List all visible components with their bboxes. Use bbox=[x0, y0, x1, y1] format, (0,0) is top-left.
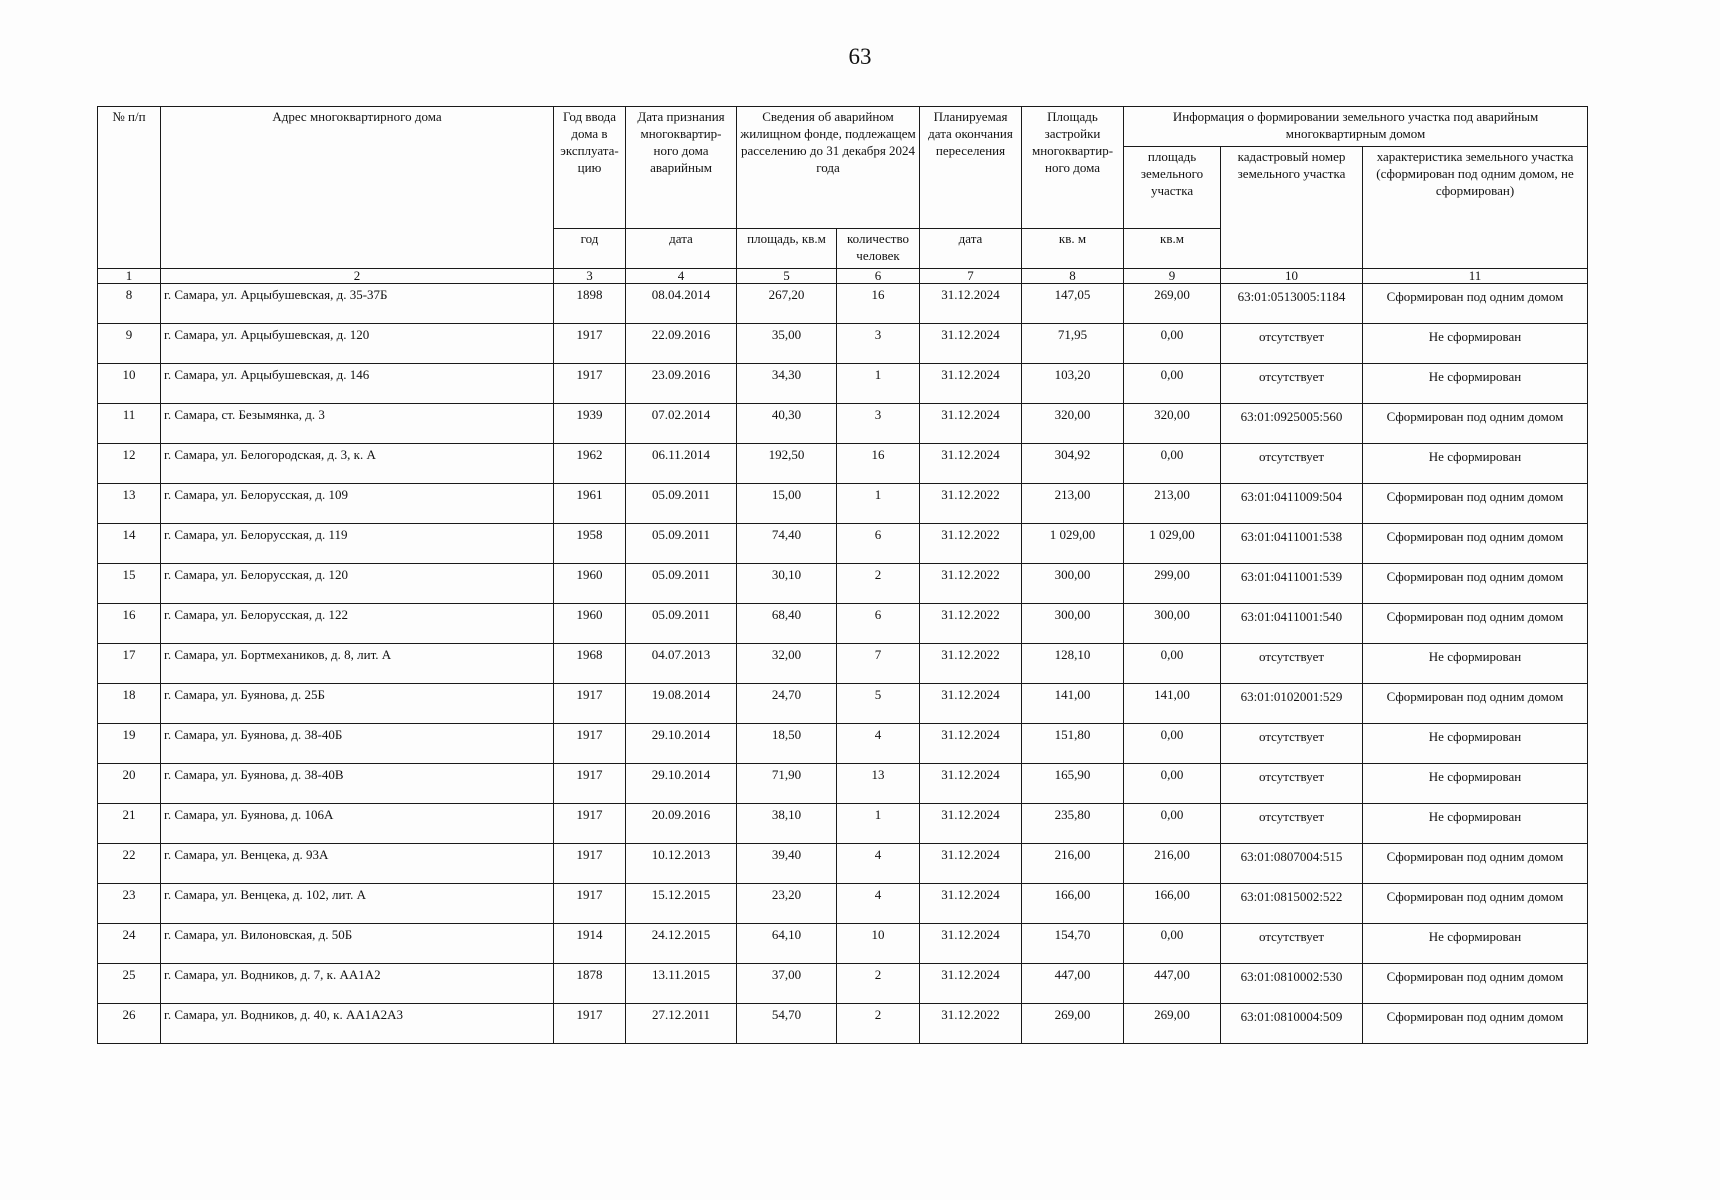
unit-plan-date: дата bbox=[920, 229, 1022, 269]
planned-date-cell: 31.12.2024 bbox=[920, 884, 1022, 924]
people-count-cell: 2 bbox=[837, 564, 920, 604]
emergency-area-cell: 38,10 bbox=[737, 804, 837, 844]
emergency-area-cell: 71,90 bbox=[737, 764, 837, 804]
land-characteristic-cell: Сформирован под одним домом bbox=[1363, 604, 1588, 644]
header-building-area: Площадь застройки многоквартир- ного дома bbox=[1022, 107, 1124, 229]
emergency-area-cell: 30,10 bbox=[737, 564, 837, 604]
building-area-cell: 141,00 bbox=[1022, 684, 1124, 724]
emergency-area-cell: 34,30 bbox=[737, 364, 837, 404]
header-planned-date: Планируемая дата окончания переселения bbox=[920, 107, 1022, 229]
building-area-cell: 165,90 bbox=[1022, 764, 1124, 804]
emergency-area-cell: 18,50 bbox=[737, 724, 837, 764]
building-area-cell: 166,00 bbox=[1022, 884, 1124, 924]
page-number: 63 bbox=[848, 44, 872, 69]
recognition-date-cell: 05.09.2011 bbox=[626, 604, 737, 644]
column-number: 4 bbox=[626, 269, 737, 284]
column-number: 7 bbox=[920, 269, 1022, 284]
cadastral-number-cell: отсутствует bbox=[1221, 764, 1363, 804]
people-count-cell: 7 bbox=[837, 644, 920, 684]
planned-date-cell: 31.12.2024 bbox=[920, 924, 1022, 964]
recognition-date-cell: 23.09.2016 bbox=[626, 364, 737, 404]
land-area-cell: 213,00 bbox=[1124, 484, 1221, 524]
year-cell: 1961 bbox=[554, 484, 626, 524]
header-land-info: Информация о формировании земельного участка под аварийным многоквартирным домом bbox=[1124, 107, 1588, 147]
year-cell: 1917 bbox=[554, 1004, 626, 1044]
building-area-cell: 147,05 bbox=[1022, 284, 1124, 324]
emergency-area-cell: 23,20 bbox=[737, 884, 837, 924]
address-cell: г. Самара, ул. Белорусская, д. 119 bbox=[161, 524, 554, 564]
column-number: 8 bbox=[1022, 269, 1124, 284]
row-number: 10 bbox=[98, 364, 161, 404]
table-row bbox=[98, 484, 1588, 524]
column-number-row bbox=[98, 269, 1588, 284]
land-area-cell: 0,00 bbox=[1124, 724, 1221, 764]
year-cell: 1878 bbox=[554, 964, 626, 1004]
row-number: 18 bbox=[98, 684, 161, 724]
column-number: 10 bbox=[1221, 269, 1363, 284]
land-area-cell: 0,00 bbox=[1124, 764, 1221, 804]
land-area-cell: 300,00 bbox=[1124, 604, 1221, 644]
column-number: 9 bbox=[1124, 269, 1221, 284]
building-area-cell: 1 029,00 bbox=[1022, 524, 1124, 564]
year-cell: 1958 bbox=[554, 524, 626, 564]
address-cell: г. Самара, ул. Венцека, д. 93А bbox=[161, 844, 554, 884]
land-characteristic-cell: Сформирован под одним домом bbox=[1363, 484, 1588, 524]
recognition-date-cell: 24.12.2015 bbox=[626, 924, 737, 964]
address-cell: г. Самара, ул. Буянова, д. 25Б bbox=[161, 684, 554, 724]
year-cell: 1917 bbox=[554, 804, 626, 844]
table-row bbox=[98, 1004, 1588, 1044]
address-cell: г. Самара, ул. Арцыбушевская, д. 35-37Б bbox=[161, 284, 554, 324]
address-cell: г. Самара, ст. Безымянка, д. 3 bbox=[161, 404, 554, 444]
cadastral-number-cell: 63:01:0513005:1184 bbox=[1221, 284, 1363, 324]
recognition-date-cell: 10.12.2013 bbox=[626, 844, 737, 884]
emergency-area-cell: 54,70 bbox=[737, 1004, 837, 1044]
planned-date-cell: 31.12.2024 bbox=[920, 404, 1022, 444]
column-number: 3 bbox=[554, 269, 626, 284]
year-cell: 1917 bbox=[554, 324, 626, 364]
planned-date-cell: 31.12.2022 bbox=[920, 1004, 1022, 1044]
people-count-cell: 16 bbox=[837, 444, 920, 484]
cadastral-number-cell: отсутствует bbox=[1221, 364, 1363, 404]
row-number: 26 bbox=[98, 1004, 161, 1044]
cadastral-number-cell: 63:01:0810002:530 bbox=[1221, 964, 1363, 1004]
address-cell: г. Самара, ул. Арцыбушевская, д. 146 bbox=[161, 364, 554, 404]
land-characteristic-cell: Не сформирован bbox=[1363, 324, 1588, 364]
planned-date-cell: 31.12.2024 bbox=[920, 964, 1022, 1004]
building-area-cell: 320,00 bbox=[1022, 404, 1124, 444]
table-row bbox=[98, 964, 1588, 1004]
table-row bbox=[98, 564, 1588, 604]
table-row bbox=[98, 844, 1588, 884]
year-cell: 1917 bbox=[554, 724, 626, 764]
land-characteristic-cell: Сформирован под одним домом bbox=[1363, 404, 1588, 444]
emergency-area-cell: 24,70 bbox=[737, 684, 837, 724]
emergency-area-cell: 35,00 bbox=[737, 324, 837, 364]
planned-date-cell: 31.12.2024 bbox=[920, 684, 1022, 724]
row-number: 23 bbox=[98, 884, 161, 924]
recognition-date-cell: 27.12.2011 bbox=[626, 1004, 737, 1044]
cadastral-number-cell: отсутствует bbox=[1221, 324, 1363, 364]
cadastral-number-cell: 63:01:0411001:538 bbox=[1221, 524, 1363, 564]
header-land-characteristic: характеристика земельного участка (сформирован под одним домом, не сформирован) bbox=[1363, 147, 1588, 269]
land-characteristic-cell: Сформирован под одним домом bbox=[1363, 884, 1588, 924]
address-cell: г. Самара, ул. Венцека, д. 102, лит. А bbox=[161, 884, 554, 924]
row-number: 16 bbox=[98, 604, 161, 644]
emergency-area-cell: 32,00 bbox=[737, 644, 837, 684]
unit-area: площадь, кв.м bbox=[737, 229, 837, 269]
land-area-cell: 141,00 bbox=[1124, 684, 1221, 724]
land-area-cell: 0,00 bbox=[1124, 364, 1221, 404]
people-count-cell: 6 bbox=[837, 604, 920, 644]
land-characteristic-cell: Не сформирован bbox=[1363, 764, 1588, 804]
address-cell: г. Самара, ул. Белогородская, д. 3, к. А bbox=[161, 444, 554, 484]
land-area-cell: 1 029,00 bbox=[1124, 524, 1221, 564]
cadastral-number-cell: 63:01:0411009:504 bbox=[1221, 484, 1363, 524]
building-area-cell: 128,10 bbox=[1022, 644, 1124, 684]
address-cell: г. Самара, ул. Белорусская, д. 109 bbox=[161, 484, 554, 524]
header-land-area: площадь земельного участка bbox=[1124, 147, 1221, 229]
recognition-date-cell: 08.04.2014 bbox=[626, 284, 737, 324]
cadastral-number-cell: отсутствует bbox=[1221, 804, 1363, 844]
unit-date: дата bbox=[626, 229, 737, 269]
row-number: 11 bbox=[98, 404, 161, 444]
land-area-cell: 299,00 bbox=[1124, 564, 1221, 604]
planned-date-cell: 31.12.2024 bbox=[920, 844, 1022, 884]
header-cadastral: кадастровый номер земельного участка bbox=[1221, 147, 1363, 269]
land-area-cell: 166,00 bbox=[1124, 884, 1221, 924]
land-characteristic-cell: Сформирован под одним домом bbox=[1363, 844, 1588, 884]
land-area-cell: 0,00 bbox=[1124, 324, 1221, 364]
header-emergency-fund: Сведения об аварийном жилищном фонде, подлежащем расселению до 31 декабря 2024 года bbox=[737, 107, 920, 229]
people-count-cell: 3 bbox=[837, 324, 920, 364]
address-cell: г. Самара, ул. Буянова, д. 106А bbox=[161, 804, 554, 844]
planned-date-cell: 31.12.2024 bbox=[920, 804, 1022, 844]
emergency-area-cell: 192,50 bbox=[737, 444, 837, 484]
recognition-date-cell: 04.07.2013 bbox=[626, 644, 737, 684]
address-cell: г. Самара, ул. Вилоновская, д. 50Б bbox=[161, 924, 554, 964]
cadastral-number-cell: 63:01:0411001:540 bbox=[1221, 604, 1363, 644]
land-area-cell: 0,00 bbox=[1124, 924, 1221, 964]
cadastral-number-cell: 63:01:0411001:539 bbox=[1221, 564, 1363, 604]
emergency-housing-table bbox=[97, 106, 1588, 1044]
cadastral-number-cell: 63:01:0810004:509 bbox=[1221, 1004, 1363, 1044]
land-area-cell: 320,00 bbox=[1124, 404, 1221, 444]
building-area-cell: 151,80 bbox=[1022, 724, 1124, 764]
header-no: № п/п bbox=[98, 107, 161, 269]
unit-land-area: кв.м bbox=[1124, 229, 1221, 269]
table-row bbox=[98, 684, 1588, 724]
table-row bbox=[98, 284, 1588, 324]
planned-date-cell: 31.12.2024 bbox=[920, 364, 1022, 404]
recognition-date-cell: 05.09.2011 bbox=[626, 484, 737, 524]
emergency-area-cell: 74,40 bbox=[737, 524, 837, 564]
year-cell: 1898 bbox=[554, 284, 626, 324]
land-characteristic-cell: Не сформирован bbox=[1363, 644, 1588, 684]
land-area-cell: 0,00 bbox=[1124, 804, 1221, 844]
land-characteristic-cell: Сформирован под одним домом bbox=[1363, 284, 1588, 324]
land-characteristic-cell: Сформирован под одним домом bbox=[1363, 1004, 1588, 1044]
row-number: 12 bbox=[98, 444, 161, 484]
emergency-area-cell: 68,40 bbox=[737, 604, 837, 644]
table-row bbox=[98, 364, 1588, 404]
address-cell: г. Самара, ул. Водников, д. 40, к. АА1А2А3 bbox=[161, 1004, 554, 1044]
table-row bbox=[98, 884, 1588, 924]
table-row bbox=[98, 764, 1588, 804]
table-row bbox=[98, 404, 1588, 444]
recognition-date-cell: 13.11.2015 bbox=[626, 964, 737, 1004]
table-body bbox=[98, 284, 1588, 1044]
land-area-cell: 269,00 bbox=[1124, 284, 1221, 324]
building-area-cell: 103,20 bbox=[1022, 364, 1124, 404]
recognition-date-cell: 06.11.2014 bbox=[626, 444, 737, 484]
row-number: 22 bbox=[98, 844, 161, 884]
emergency-area-cell: 267,20 bbox=[737, 284, 837, 324]
column-number: 5 bbox=[737, 269, 837, 284]
planned-date-cell: 31.12.2022 bbox=[920, 524, 1022, 564]
building-area-cell: 154,70 bbox=[1022, 924, 1124, 964]
address-cell: г. Самара, ул. Буянова, д. 38-40Б bbox=[161, 724, 554, 764]
people-count-cell: 4 bbox=[837, 844, 920, 884]
recognition-date-cell: 19.08.2014 bbox=[626, 684, 737, 724]
recognition-date-cell: 05.09.2011 bbox=[626, 524, 737, 564]
year-cell: 1960 bbox=[554, 604, 626, 644]
column-number: 11 bbox=[1363, 269, 1588, 284]
emergency-area-cell: 39,40 bbox=[737, 844, 837, 884]
cadastral-number-cell: отсутствует bbox=[1221, 644, 1363, 684]
building-area-cell: 447,00 bbox=[1022, 964, 1124, 1004]
table-row bbox=[98, 924, 1588, 964]
emergency-area-cell: 64,10 bbox=[737, 924, 837, 964]
people-count-cell: 4 bbox=[837, 884, 920, 924]
row-number: 14 bbox=[98, 524, 161, 564]
row-number: 15 bbox=[98, 564, 161, 604]
people-count-cell: 1 bbox=[837, 484, 920, 524]
table-row bbox=[98, 644, 1588, 684]
recognition-date-cell: 29.10.2014 bbox=[626, 724, 737, 764]
recognition-date-cell: 22.09.2016 bbox=[626, 324, 737, 364]
emergency-area-cell: 37,00 bbox=[737, 964, 837, 1004]
row-number: 21 bbox=[98, 804, 161, 844]
cadastral-number-cell: отсутствует bbox=[1221, 444, 1363, 484]
planned-date-cell: 31.12.2022 bbox=[920, 564, 1022, 604]
year-cell: 1914 bbox=[554, 924, 626, 964]
planned-date-cell: 31.12.2024 bbox=[920, 724, 1022, 764]
people-count-cell: 5 bbox=[837, 684, 920, 724]
row-number: 20 bbox=[98, 764, 161, 804]
land-characteristic-cell: Сформирован под одним домом bbox=[1363, 524, 1588, 564]
row-number: 19 bbox=[98, 724, 161, 764]
land-area-cell: 0,00 bbox=[1124, 444, 1221, 484]
address-cell: г. Самара, ул. Белорусская, д. 122 bbox=[161, 604, 554, 644]
row-number: 17 bbox=[98, 644, 161, 684]
emergency-area-cell: 40,30 bbox=[737, 404, 837, 444]
address-cell: г. Самара, ул. Белорусская, д. 120 bbox=[161, 564, 554, 604]
land-characteristic-cell: Не сформирован bbox=[1363, 724, 1588, 764]
people-count-cell: 4 bbox=[837, 724, 920, 764]
people-count-cell: 16 bbox=[837, 284, 920, 324]
unit-people: количество человек bbox=[837, 229, 920, 269]
year-cell: 1917 bbox=[554, 844, 626, 884]
building-area-cell: 300,00 bbox=[1022, 564, 1124, 604]
cadastral-number-cell: 63:01:0815002:522 bbox=[1221, 884, 1363, 924]
people-count-cell: 2 bbox=[837, 1004, 920, 1044]
land-characteristic-cell: Сформирован под одним домом bbox=[1363, 564, 1588, 604]
planned-date-cell: 31.12.2022 bbox=[920, 604, 1022, 644]
address-cell: г. Самара, ул. Водников, д. 7, к. АА1А2 bbox=[161, 964, 554, 1004]
cadastral-number-cell: отсутствует bbox=[1221, 924, 1363, 964]
building-area-cell: 216,00 bbox=[1022, 844, 1124, 884]
land-area-cell: 0,00 bbox=[1124, 644, 1221, 684]
table-row bbox=[98, 724, 1588, 764]
land-characteristic-cell: Не сформирован bbox=[1363, 364, 1588, 404]
cadastral-number-cell: отсутствует bbox=[1221, 724, 1363, 764]
unit-building-area: кв. м bbox=[1022, 229, 1124, 269]
building-area-cell: 235,80 bbox=[1022, 804, 1124, 844]
planned-date-cell: 31.12.2022 bbox=[920, 484, 1022, 524]
land-characteristic-cell: Сформирован под одним домом bbox=[1363, 964, 1588, 1004]
building-area-cell: 213,00 bbox=[1022, 484, 1124, 524]
people-count-cell: 13 bbox=[837, 764, 920, 804]
building-area-cell: 300,00 bbox=[1022, 604, 1124, 644]
land-characteristic-cell: Не сформирован bbox=[1363, 444, 1588, 484]
header-date-recognition: Дата признания многоквартир- ного дома аварийным bbox=[626, 107, 737, 229]
row-number: 8 bbox=[98, 284, 161, 324]
table-row bbox=[98, 444, 1588, 484]
cadastral-number-cell: 63:01:0925005:560 bbox=[1221, 404, 1363, 444]
land-area-cell: 447,00 bbox=[1124, 964, 1221, 1004]
land-characteristic-cell: Сформирован под одним домом bbox=[1363, 684, 1588, 724]
year-cell: 1962 bbox=[554, 444, 626, 484]
row-number: 13 bbox=[98, 484, 161, 524]
recognition-date-cell: 20.09.2016 bbox=[626, 804, 737, 844]
row-number: 9 bbox=[98, 324, 161, 364]
planned-date-cell: 31.12.2022 bbox=[920, 644, 1022, 684]
column-number: 1 bbox=[98, 269, 161, 284]
people-count-cell: 2 bbox=[837, 964, 920, 1004]
header-address: Адрес многоквартирного дома bbox=[161, 107, 554, 269]
cadastral-number-cell: 63:01:0102001:529 bbox=[1221, 684, 1363, 724]
table-row bbox=[98, 804, 1588, 844]
year-cell: 1917 bbox=[554, 364, 626, 404]
header-year: Год ввода дома в эксплуата- цию bbox=[554, 107, 626, 229]
land-characteristic-cell: Не сформирован bbox=[1363, 924, 1588, 964]
building-area-cell: 304,92 bbox=[1022, 444, 1124, 484]
people-count-cell: 10 bbox=[837, 924, 920, 964]
year-cell: 1968 bbox=[554, 644, 626, 684]
building-area-cell: 269,00 bbox=[1022, 1004, 1124, 1044]
recognition-date-cell: 05.09.2011 bbox=[626, 564, 737, 604]
recognition-date-cell: 15.12.2015 bbox=[626, 884, 737, 924]
address-cell: г. Самара, ул. Бортмехаников, д. 8, лит. А bbox=[161, 644, 554, 684]
planned-date-cell: 31.12.2024 bbox=[920, 284, 1022, 324]
address-cell: г. Самара, ул. Арцыбушевская, д. 120 bbox=[161, 324, 554, 364]
year-cell: 1917 bbox=[554, 884, 626, 924]
people-count-cell: 6 bbox=[837, 524, 920, 564]
people-count-cell: 3 bbox=[837, 404, 920, 444]
people-count-cell: 1 bbox=[837, 364, 920, 404]
row-number: 24 bbox=[98, 924, 161, 964]
year-cell: 1917 bbox=[554, 684, 626, 724]
planned-date-cell: 31.12.2024 bbox=[920, 324, 1022, 364]
building-area-cell: 71,95 bbox=[1022, 324, 1124, 364]
emergency-area-cell: 15,00 bbox=[737, 484, 837, 524]
column-number: 6 bbox=[837, 269, 920, 284]
year-cell: 1917 bbox=[554, 764, 626, 804]
planned-date-cell: 31.12.2024 bbox=[920, 764, 1022, 804]
recognition-date-cell: 29.10.2014 bbox=[626, 764, 737, 804]
row-number: 25 bbox=[98, 964, 161, 1004]
year-cell: 1960 bbox=[554, 564, 626, 604]
people-count-cell: 1 bbox=[837, 804, 920, 844]
land-area-cell: 216,00 bbox=[1124, 844, 1221, 884]
address-cell: г. Самара, ул. Буянова, д. 38-40В bbox=[161, 764, 554, 804]
cadastral-number-cell: 63:01:0807004:515 bbox=[1221, 844, 1363, 884]
table-row bbox=[98, 324, 1588, 364]
land-characteristic-cell: Не сформирован bbox=[1363, 804, 1588, 844]
planned-date-cell: 31.12.2024 bbox=[920, 444, 1022, 484]
land-area-cell: 269,00 bbox=[1124, 1004, 1221, 1044]
year-cell: 1939 bbox=[554, 404, 626, 444]
unit-year: год bbox=[554, 229, 626, 269]
column-number: 2 bbox=[161, 269, 554, 284]
table-row bbox=[98, 524, 1588, 564]
recognition-date-cell: 07.02.2014 bbox=[626, 404, 737, 444]
table-row bbox=[98, 604, 1588, 644]
